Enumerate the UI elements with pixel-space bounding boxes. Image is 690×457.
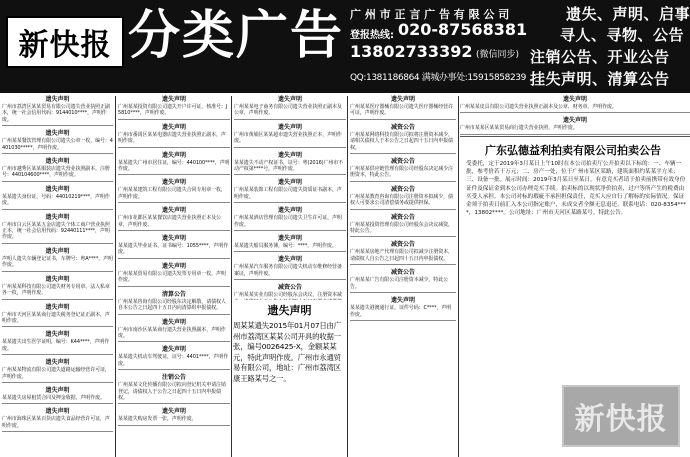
ad-text: 广州某某投资有限公司遗失开户许可证，核准号：J5810****，声明作废。: [118, 104, 228, 117]
classified-ad: [2, 359, 113, 383]
ad-heading: 遗失声明: [161, 96, 186, 103]
ad-text: 广州某某汽车服务有限公司遗失机动车维修经营备案证，声明作废。: [234, 264, 342, 277]
classified-ad: [118, 408, 230, 425]
classified-ad: [2, 304, 113, 328]
classified-ad: [460, 117, 690, 134]
ad-text: 某某遗失房屋租赁合同及押金收据，声明作废。: [2, 394, 105, 401]
ad-heading: 遗失声明: [45, 408, 70, 416]
ad-text: 广州市黄埔区某某超市遗失营业执照正本，声明作废。: [234, 131, 342, 145]
classified-ad: [350, 124, 456, 154]
ad-text: 广州市白云区某某五金店遗失个体工商户营业执照正本，统一社会信用代码：92440111****，声明作废。: [2, 221, 110, 241]
ad-heading: 遗失声明: [45, 331, 70, 339]
classified-ad: [118, 235, 230, 259]
ad-heading: 减资公告: [390, 123, 415, 131]
ad-text: 广州某某物流有限公司遗失道路运输经营许可证，声明作废。: [2, 367, 110, 380]
ad-text: 广州市越秀区某某服装店遗失营业执照副本，注册号：440104600****，声明作废。: [2, 166, 110, 179]
ad-heading: 遗失声明: [161, 408, 186, 416]
ad-text: 某某遗失不动产权证书，证号：粤(2016)广州市不动产权第****号，声明作废。: [234, 159, 344, 173]
featured-notice-text: 周某某遗失2015年01月07日由广州市荔湾区某某公司开具的收据一张，编号0026425-X，金额某某元，特此声明作废。广州市永通贸易有限公司，地址：广州市荔湾区康王路某号之一。: [233, 321, 341, 383]
ad-text: 广州某某教育咨询有限公司注册资本拟减少，债权人可要求公司清偿债务或提供担保。: [350, 193, 453, 207]
ad-text: 某某遗失船员服务簿，编号：****，声明作废。: [234, 243, 337, 250]
phone-number-primary: 020-87568381: [398, 20, 528, 39]
classified-ad: [2, 158, 113, 182]
ad-text: 广州某某实业有限公司经股东会决议，注册资本减: [234, 292, 342, 299]
ad-heading: 遗失声明: [390, 297, 415, 305]
ad-text: 广州某某贸易有限公司遗失发票专用章一枚，声明作废。: [118, 270, 226, 284]
classified-ad: [118, 124, 230, 148]
section-title: 分类广告: [128, 6, 345, 66]
ad-text: 某某遗失机动车驾驶证，证号：4401****，声明作废。: [118, 354, 229, 367]
ad-text: 广州某某酒店管理有限公司遗失卫生许可证，声明作废。: [234, 215, 342, 228]
ad-column-3: [234, 96, 346, 299]
auction-notice-body: 受委托，定于2019年3月某日上午10时在本公司拍卖厅公开拍卖以下标的：一、车辆一批，参考价若干万元；二、房产一处，位于广州市某区某路，建筑面积约某某平方米；三、设备一批。展示时间：2019年3月某日至某日。有意竞买者请于拍卖前携带有效身份证件及保证金到本公司办理竞买手续。拍卖标的以现状净价拍卖，过户等所产生的税费由买受人承担。本公司对标的瑕疵不承担担保责任，竞买人应自行了解标的实际情况。保证金须于拍卖日前汇入本公司指定账户，未成交者全额无息退还。联系电话：020-8354****，13802****。公司地址：广州市天河区某路某号。特此公告。: [466, 161, 686, 217]
ad-column-1: [2, 96, 113, 457]
classified-ad: [118, 179, 230, 203]
classified-ad: [2, 214, 113, 244]
classified-ad: [234, 179, 346, 203]
ad-column-2: [118, 96, 230, 457]
logo-text: 新快报: [18, 28, 112, 63]
category-line-4: 挂失声明、清算公告: [530, 70, 670, 88]
column-divider: [458, 96, 459, 457]
ad-heading: 遗失声明: [45, 130, 70, 138]
classified-ad: [2, 331, 113, 355]
ad-heading: 遗失声明: [45, 158, 70, 166]
classified-ad: [350, 96, 456, 120]
ad-text: 广州某某房地产代理有限公司拟减少注册资本，请债权人自公告之日起四十五日内申报债权。: [350, 249, 453, 262]
ad-text: 广州市某某区某某贸易商行遗失营业执照，声明作废。: [460, 125, 578, 132]
classified-ad: [350, 297, 456, 321]
ad-text: 声明人遗失车辆登记证书，车牌号：粤A****，声明作废。: [2, 255, 113, 269]
ad-heading: 遗失声明: [277, 123, 302, 131]
ad-heading: 遗失声明: [390, 96, 415, 103]
ad-heading: 减资公告: [390, 269, 415, 277]
ad-text: 广州某某装饰工程有限公司遗失资质证书副本，声明作废。: [234, 187, 342, 200]
ad-text: 某某遗失广州市居住证，编号：440100****，声明作废。: [118, 159, 230, 173]
classified-ad: [118, 263, 230, 287]
classified-ad: [118, 346, 230, 370]
ad-text: 广州市花都区某某餐饮店遗失营业执照正本及公章，声明作废。: [118, 215, 221, 228]
ad-text: 某某遗失港澳通行证，证件号码：C****，声明作废。: [350, 305, 452, 318]
classified-ad: [350, 214, 456, 238]
ad-heading: 遗失声明: [562, 96, 587, 103]
ad-text: 广州某某电子商务有限公司遗失营业执照正副本及公章，声明作废。: [234, 104, 342, 117]
column-divider: [347, 96, 348, 457]
ad-heading: 遗失声明: [45, 303, 70, 311]
ad-text: 广州市荔湾区某某贸易有限公司遗失营业执照正副本，统一社会信用代码：9144010****，声明作废。: [2, 104, 110, 123]
ad-text: 广州某某医疗器械有限公司遗失医疗器械经营许可证，声明作废。: [350, 104, 453, 117]
classified-ad: [234, 152, 346, 176]
newspaper-watermark: [562, 385, 680, 447]
ad-heading: 遗失声明: [45, 185, 70, 193]
classified-ad: [118, 374, 230, 404]
newspaper-logo: [6, 16, 124, 68]
ad-text: 广州某某皮具有限公司遗失营业执照正副本及公章、财务章，声明作废。: [460, 104, 617, 110]
ad-text: 广州市番禺区某某电器店遗失营业执照正副本，声明作废。: [118, 131, 226, 145]
classified-ad: [118, 291, 230, 315]
ad-heading: 清算公告: [161, 290, 186, 298]
ad-text: 某某遗失毕业证书，证书编号：1055****，声明作废。: [118, 243, 229, 256]
classified-ad: [2, 130, 113, 154]
category-line-1: 遗失、声明、启事: [566, 5, 690, 23]
ad-text: 广州某某咨询有限公司经股东决定解散，请债权人自本公告之日起四十五日内向清算组申报债权。: [118, 298, 226, 312]
classified-ad: [118, 319, 230, 343]
ad-heading: 减资公告: [277, 284, 302, 292]
featured-lost-notice: [233, 300, 346, 457]
ad-heading: 遗失声明: [161, 123, 186, 131]
ad-heading: 减资公告: [390, 241, 415, 249]
watermark-text: 新快报: [574, 402, 668, 437]
classified-ad: [118, 96, 230, 120]
featured-notice-title: 遗失声明: [267, 304, 312, 317]
wechat-note: (微信同步): [476, 50, 520, 60]
ad-heading: 遗失声明: [161, 207, 186, 215]
ad-text: 某某遗失购房发票一张，声明作废。: [118, 416, 197, 423]
classified-ad: [234, 124, 346, 148]
ad-text: 某某遗失出生医学证明，编号：K44****，声明作废。: [2, 339, 110, 352]
ad-heading: 遗失声明: [277, 96, 302, 103]
classified-ad: [2, 96, 113, 126]
auction-notice-title: 广东弘德益利拍卖有限公司拍卖公告: [485, 144, 661, 157]
ad-heading: 遗失声明: [45, 386, 70, 394]
classified-ad: [118, 152, 230, 176]
ad-text: 广州市天河区某某商行遗失税务登记证正副本，声明作废。: [2, 311, 110, 324]
classified-ad: [234, 96, 346, 120]
classified-ad: [2, 186, 113, 210]
qq-contact-line: QQ:1381186864 满城办事处:15915858239: [350, 73, 526, 83]
ad-text: 广州某某科技有限公司遗失财务专用章、法人私章各一枚，声明作废。: [2, 283, 110, 297]
ad-heading: 遗失声明: [277, 151, 302, 159]
top-right-ads: [460, 96, 690, 137]
ad-text: 广州某某建筑工程有限公司遗失合同专用章一枚，声明作废。: [118, 187, 226, 200]
ad-text: 广州某某网络科技有限公司拟将注册资本减少，请相关债权人于本公告之日起四十五日内申报债权。: [350, 131, 453, 151]
ad-heading: 遗失声明: [161, 151, 186, 159]
category-line-2: 寻人、寻物、公告: [560, 26, 685, 44]
agency-name: 广 州 市 正 言 广 告 有 限 公 司: [350, 8, 510, 21]
ad-column-4: [350, 96, 456, 457]
ad-heading: 注销公告: [161, 374, 186, 382]
category-line-3: 注销公告、开业公告: [530, 48, 670, 66]
classified-ad: [2, 248, 113, 272]
ad-heading: 遗失声明: [45, 275, 70, 283]
ad-text: 广州某某投资管理有限公司经股东会决议减资，特此公告。: [350, 221, 453, 235]
ad-text: 广州市海珠区某某百货店遗失食品经营许可证，声明作废。: [2, 416, 110, 429]
classified-ad: [234, 235, 346, 252]
phone-number-mobile: 13802733392: [350, 42, 473, 61]
classified-ad: [234, 256, 346, 280]
ad-heading: 减资公告: [390, 185, 415, 193]
ad-heading: 遗失声明: [45, 213, 70, 221]
ad-text: 某某遗失身份证，号码：44010219****，声明作废。: [2, 193, 110, 207]
ad-heading: 遗失声明: [277, 207, 302, 215]
column-divider: [231, 96, 232, 457]
ad-text: 广州某某供应链管理有限公司经股东决定减少注册资本，特此公告。: [350, 166, 453, 179]
classified-ad: [350, 241, 456, 265]
ad-text: 广州某某餐饮管理有限公司遗失公章一枚，编号：4401030*****，声明作废。: [2, 138, 113, 151]
classified-ad: [118, 207, 230, 231]
ad-heading: 减资公告: [390, 213, 415, 221]
masthead: [0, 0, 690, 93]
ad-heading: 遗失声明: [277, 256, 302, 264]
ad-heading: 遗失声明: [161, 318, 186, 326]
ad-heading: 遗失声明: [277, 235, 302, 243]
ad-heading: 遗失声明: [562, 117, 587, 125]
classified-ad: [2, 408, 113, 432]
ad-heading: 遗失声明: [161, 235, 186, 243]
phone-label: 登报热线:: [350, 30, 394, 41]
classified-ad: [350, 269, 456, 293]
ad-text: 广州某某文化传播有限公司拟向登记机关申请注销登记，请债权人于公告之日起四十五日内申报债权。: [118, 382, 226, 401]
classified-ad: [2, 276, 113, 300]
ad-heading: 减资公告: [390, 158, 415, 166]
ad-text: 广州市南沙区某某商行遗失营业执照副本，声明作废。: [118, 326, 226, 339]
ad-text: 广州某某广告有限公司注册资本减少，特此公告。: [350, 277, 449, 290]
classified-ad: [234, 207, 346, 231]
ad-heading: 遗失声明: [161, 179, 186, 187]
classified-ad: [460, 96, 690, 113]
ad-heading: 遗失声明: [45, 359, 70, 367]
classified-ad: [350, 158, 456, 182]
ad-heading: 遗失声明: [161, 262, 186, 270]
classified-ad: [350, 186, 456, 210]
ad-heading: 遗失声明: [277, 179, 302, 187]
ad-heading: 遗失声明: [161, 346, 186, 354]
ad-heading: 遗失声明: [45, 247, 70, 255]
classified-ad: [2, 387, 113, 404]
column-divider: [115, 96, 116, 457]
ad-heading: 遗失声明: [45, 96, 70, 103]
